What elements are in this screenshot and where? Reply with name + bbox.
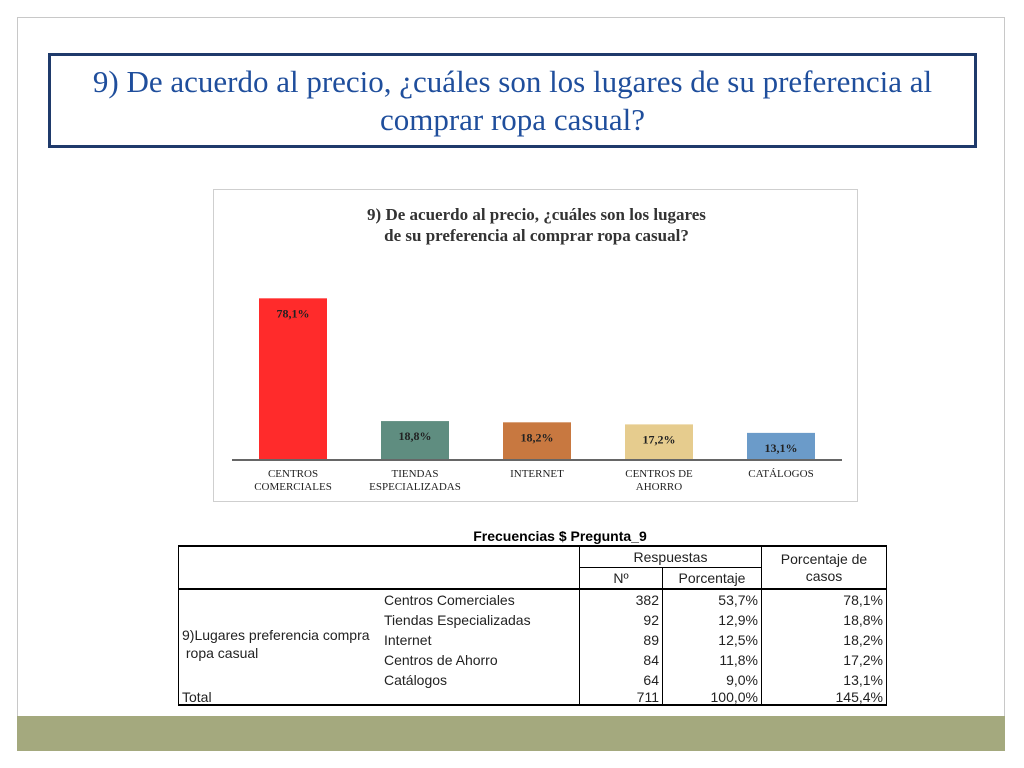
- row-label: Catálogos: [384, 672, 448, 688]
- cell-porcentaje: 9,0%: [663, 670, 762, 690]
- total-label: Total: [179, 690, 580, 705]
- chart-bar: [259, 298, 327, 460]
- cell-n: 382: [580, 589, 663, 610]
- cell-porcentaje-casos: 13,1%: [762, 670, 887, 690]
- header-porcentaje-casos-line-2: casos: [805, 567, 843, 584]
- row-group-label: [179, 589, 382, 690]
- slide-title-box: [48, 53, 977, 148]
- table-corner-cell: [179, 546, 580, 589]
- cell-porcentaje: 12,9%: [663, 610, 762, 630]
- chart-data-label: 78,1%: [276, 306, 310, 321]
- header-respuestas: Respuestas: [580, 546, 762, 568]
- chart-category-label: AHORRO: [635, 481, 683, 493]
- cell-porcentaje: 12,5%: [663, 630, 762, 650]
- chart-data-label: 18,2%: [520, 430, 554, 445]
- chart-title-line-2: de su preferencia al comprar ropa casual?: [384, 226, 689, 245]
- header-porcentaje: Porcentaje: [663, 568, 762, 590]
- chart-data-label: 17,2%: [642, 432, 676, 447]
- chart-category-label: CENTROS DE: [625, 468, 693, 480]
- row-label: Centros de Ahorro: [384, 652, 498, 668]
- row-label: Internet: [384, 632, 432, 648]
- chart-category-label: CENTROS: [267, 468, 319, 480]
- slide-title: 9) De acuerdo al precio, ¿cuáles son los lugares de su preferencia al comprar ropa casual?: [92, 63, 933, 137]
- cell-porcentaje-casos: 18,8%: [762, 610, 887, 630]
- total-porcentaje: 100,0%: [663, 690, 762, 705]
- chart-category-label: COMERCIALES: [254, 481, 332, 493]
- row-label: Centros Comerciales: [384, 592, 515, 608]
- cell-porcentaje-casos: 17,2%: [762, 650, 887, 670]
- total-porcentaje-casos: 145,4%: [762, 690, 887, 705]
- row-label: Tiendas Especializadas: [384, 612, 531, 628]
- cell-porcentaje: 53,7%: [663, 589, 762, 610]
- chart-data-label: 13,1%: [764, 440, 798, 455]
- cell-n: 64: [580, 670, 663, 690]
- row-group-label-line-1: 9)Lugares preferencia compra: [182, 627, 370, 643]
- cell-porcentaje-casos: 18,2%: [762, 630, 887, 650]
- chart-title-line-1: 9) De acuerdo al precio, ¿cuáles son los lugares: [367, 205, 706, 224]
- chart-data-label: 18,8%: [398, 429, 432, 444]
- header-porcentaje-casos: [762, 546, 887, 589]
- header-porcentaje-casos-line-1: Porcentaje de: [780, 550, 868, 567]
- bar-chart: [213, 189, 858, 502]
- table-title: Frecuencias $ Pregunta_9: [473, 528, 647, 544]
- row-group-label-line-2: ropa casual: [185, 645, 259, 661]
- chart-category-label: ESPECIALIZADAS: [369, 481, 461, 493]
- chart-category-label: INTERNET: [510, 468, 564, 480]
- cell-porcentaje-casos: 78,1%: [762, 589, 887, 610]
- chart-plot: [214, 190, 857, 501]
- frequency-table: [178, 545, 887, 706]
- chart-category-label: TIENDAS: [391, 468, 439, 480]
- cell-n: 89: [580, 630, 663, 650]
- chart-category-label: CATÁLOGOS: [748, 468, 814, 480]
- cell-porcentaje: 11,8%: [663, 650, 762, 670]
- cell-n: 84: [580, 650, 663, 670]
- slide-footer-bar: [17, 716, 1005, 751]
- cell-n: 92: [580, 610, 663, 630]
- header-n: Nº: [580, 568, 663, 590]
- total-n: 711: [580, 690, 663, 705]
